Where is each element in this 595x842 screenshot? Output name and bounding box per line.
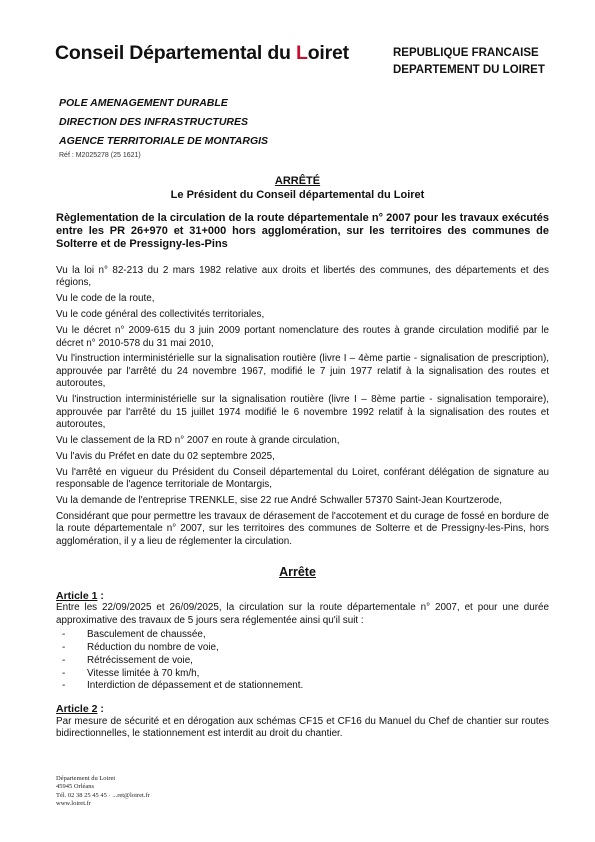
list-item [56, 680, 549, 693]
service-direction: DIRECTION DES INFRASTRUCTURES [59, 116, 249, 128]
footer-org: Département du Loiret [56, 775, 116, 782]
article-2-colon: : [97, 703, 104, 716]
consideration-item: Vu l'instruction interministérielle sur la signalisation routière (livre I – 4ème partie - signalisation de prescription), approuvée par l'arrêté du 24 novembre 1967, modifié le 7 juin 1977 relatif à la signalisation des routes et autoroutes, [56, 353, 549, 390]
org-logo-letter: L [295, 42, 308, 64]
dash-bullet: - [62, 654, 66, 666]
measure-text: Réduction du nombre de voie, [87, 642, 219, 654]
consideration-item: Vu le code général des collectivités territoriales, [56, 309, 265, 321]
consideration-item: Vu la loi n° 82-213 du 2 mars 1982 relative aux droits et libertés des communes, des départements et des régions, [56, 265, 549, 289]
measure-text: Vitesse limitée à 70 km/h, [87, 667, 200, 679]
consideration-item: Vu le décret n° 2009-615 du 3 juin 2009 portant nomenclature des routes à grande circulation modifié par le décret n° 2010-578 du 31 mai 2010, [56, 325, 549, 349]
consideration-item: Vu l'arrêté en vigueur du Président du Conseil départemental du Loiret, conférant délégation de signature au responsable de l'agence territoriale de Montargis, [56, 466, 549, 491]
dash-bullet: - [62, 680, 66, 692]
consideration-item: Vu le code de la route, [56, 293, 155, 305]
dash-bullet: - [62, 629, 66, 641]
list-item [56, 668, 549, 681]
president-line: Le Président du Conseil départemental du Loiret [170, 189, 425, 201]
article-1-colon: : [97, 590, 104, 602]
arrete-heading: ARRÊTÉ [274, 175, 321, 187]
consideration-item: Considérant que pour permettre les travaux de dérasement de l'accotement et du curage de fossé en bordure de la route départementale n° 2007, sur les territoires des communes de Solterre et de Pressigny-les-Pins, hors agglomération, il y a lieu de réglementer la circulation. [56, 510, 549, 547]
republic-header [393, 45, 545, 79]
organization-title [55, 42, 349, 65]
measure-text: Basculement de chaussée, [87, 629, 206, 641]
subject-title: Règlementation de la circulation de la route départementale n° 2007 pour les travaux exécutés entre les PR 26+970 et 31+000 hors agglomération, sur les territoires des communes de Solterre et de Pressigny-les-Pins [56, 212, 549, 250]
list-item [56, 642, 549, 655]
consideration-item: Vu l'avis du Préfet en date du 02 septembre 2025, [56, 450, 275, 462]
footer-website: www.loiret.fr [56, 800, 91, 808]
dash-bullet: - [62, 667, 66, 679]
article-1-heading [56, 590, 549, 602]
services-block [59, 94, 268, 151]
article-1-measures [56, 629, 549, 693]
dash-bullet: - [62, 642, 66, 654]
footer-city: 45945 Orléans [56, 783, 95, 791]
article-2-text: Par mesure de sécurité et en dérogation aux schémas CF15 et CF16 du Manuel du Chef de chantier sur routes bidirectionnelles, le stationnement est interdit au droit du chantier. [56, 715, 549, 740]
footer-phone-email: Tél. 02 38 25 45 45 · ...ret@loiret.fr [56, 791, 150, 799]
consideration-item: Vu le classement de la RD n° 2007 en route à grande circulation, [56, 434, 340, 446]
article-1-title: Article 1 [56, 590, 98, 602]
footer-contact [56, 775, 150, 809]
arrete-section-heading: Arrête [279, 565, 316, 579]
article-1-text: Entre les 22/09/2025 et 26/09/2025, la circulation sur la route départementale n° 2007, et pour une durée approximative des travaux de 5 jours sera réglementée ainsi qu'il suit : [56, 602, 549, 626]
org-title-prefix: Conseil Départemental du [55, 42, 296, 64]
articles-section [56, 590, 549, 740]
departement-du-loiret: DEPARTEMENT DU LOIRET [393, 64, 545, 76]
considerations-list [56, 265, 549, 552]
measure-text: Interdiction de dépassement et de stationnement. [87, 680, 304, 692]
republique-francaise: REPUBLIQUE FRANCAISE [393, 47, 539, 59]
service-pole: POLE AMENAGEMENT DURABLE [59, 97, 228, 109]
list-item [56, 655, 549, 668]
reference-number: Réf : M2025278 (25 1621) [59, 152, 141, 159]
article-2-heading [56, 703, 549, 715]
consideration-item: Vu l'instruction interministérielle sur la signalisation routière (livre I – 8ème partie - signalisation temporaire), approuvée par l'arrêté du 15 juillet 1974 modifié le 6 novembre 1992 relatif à la signalisation des routes et autoroutes, [56, 394, 549, 430]
consideration-item: Vu la demande de l'entreprise TRENKLE, sise 22 rue André Schwaller 57370 Saint-Jean Kourtzerode, [56, 495, 502, 506]
article-2-title: Article 2 [56, 703, 98, 716]
list-item [56, 629, 549, 642]
measure-text: Rétrécissement de voie, [87, 654, 193, 666]
org-title-suffix: oiret [307, 42, 349, 64]
service-agence: AGENCE TERRITORIALE DE MONTARGIS [59, 135, 269, 147]
